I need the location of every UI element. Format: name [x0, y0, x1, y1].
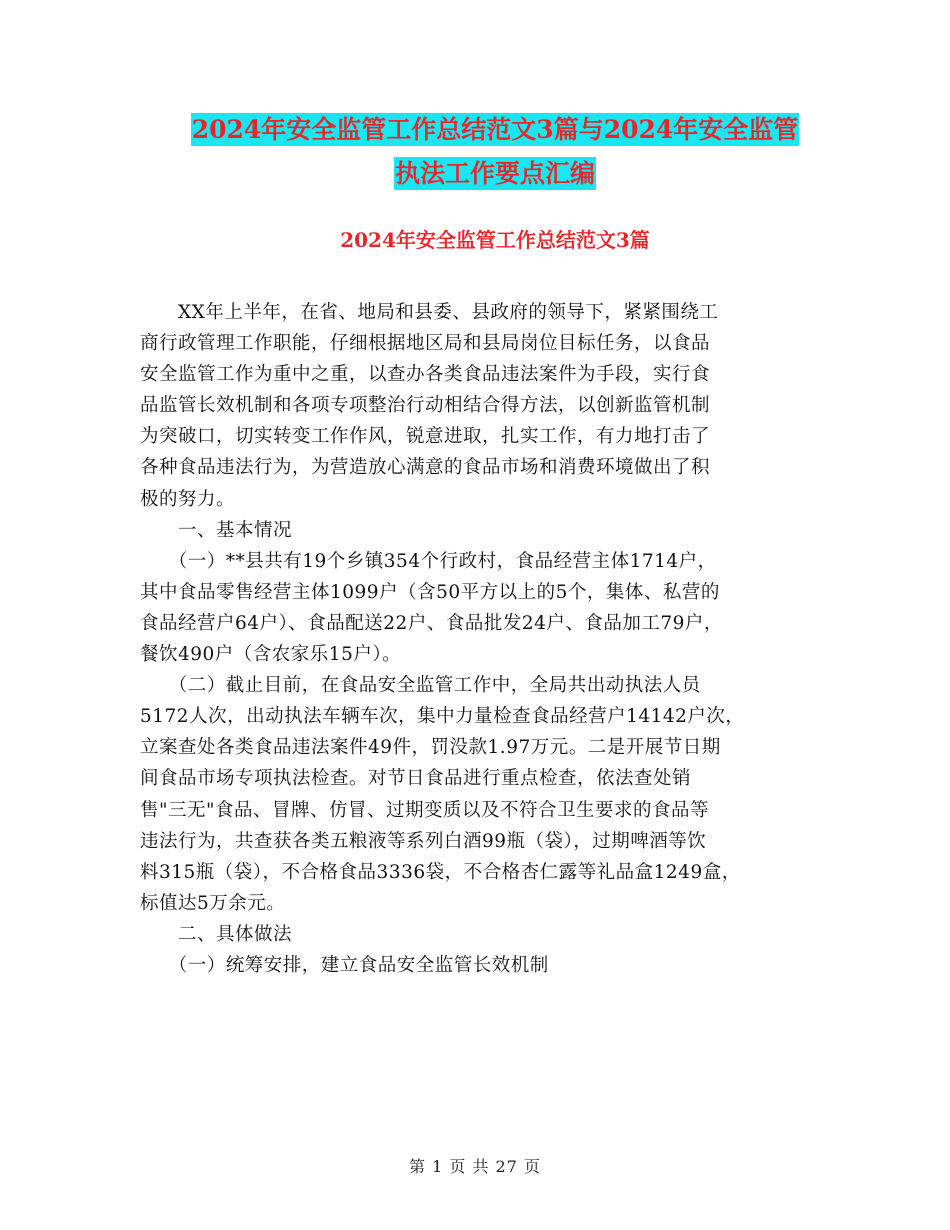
body-text-line: 售"三无"食品、冒牌、仿冒、过期变质以及不符合卫生要求的食品等: [140, 799, 710, 821]
document-title-line-2: [140, 159, 850, 189]
body-text-line: 餐饮490户（含农家乐15户）。: [140, 644, 402, 666]
body-text-line: 二、具体做法: [140, 923, 293, 945]
body-text-line: 安全监管工作为重中之重，以查办各类食品违法案件为手段，实行食: [140, 364, 711, 386]
body-text-line: XX年上半年，在省、地局和县委、县政府的领导下，紧紧围绕工: [140, 302, 719, 323]
document-body: [140, 297, 840, 981]
body-text-line: （一）**县共有19个乡镇354个行政村，食品经营主体1714户，: [140, 550, 717, 572]
body-text-line: 一、基本情况: [140, 519, 293, 541]
title-highlight-1: 2024年安全监管工作总结范文3篇与2024年安全监管: [191, 115, 799, 144]
section-title: 2024年安全监管工作总结范文3篇: [340, 228, 650, 252]
body-text-line: （一）统筹安排，建立食品安全监管长效机制: [140, 954, 549, 976]
body-text-line: 5172人次，出动执法车辆车次，集中力量检查食品经营户14142户次，: [140, 706, 745, 728]
body-text-line: 其中食品零售经营主体1099户（含50平方以上的5个，集体、私营的: [140, 581, 720, 603]
body-text-line: 商行政管理工作职能，仔细根据地区局和县局岗位目标任务，以食品: [140, 333, 711, 355]
title-highlight-2: 执法工作要点汇编: [394, 159, 595, 188]
body-text-line: 间食品市场专项执法检查。对节日食品进行重点检查，依法查处销: [140, 768, 692, 790]
body-text-line: （二）截止目前，在食品安全监管工作中，全局共出动执法人员: [140, 675, 701, 697]
page-footer: 第 1 页 共 27 页: [409, 1157, 541, 1176]
body-text-line: 立案查处各类食品违法案件49件，罚没款1.97万元。二是开展节日期: [140, 737, 721, 759]
document-title-line-1: [140, 115, 850, 145]
body-text-line: 极的努力。: [140, 488, 236, 510]
body-text-line: 违法行为，共查获各类五粮液等系列白酒99瓶（袋），过期啤酒等饮: [140, 830, 707, 852]
body-text-line: 为突破口，切实转变工作作风，锐意进取，扎实工作，有力地打击了: [140, 426, 711, 448]
body-text-line: 料315瓶（袋），不合格食品3336袋，不合格杏仁露等礼品盒1249盒，: [140, 861, 741, 883]
body-text-line: 食品经营户64户）、食品配送22户、食品批发24户、食品加工79户，: [140, 612, 723, 634]
body-text-line: 品监管长效机制和各项专项整治行动相结合得方法，以创新监管机制: [140, 395, 711, 417]
body-text-line: 各种食品违法行为，为营造放心满意的食品市场和消费环境做出了积: [140, 457, 711, 479]
body-text-line: 标值达5万余元。: [140, 892, 286, 914]
